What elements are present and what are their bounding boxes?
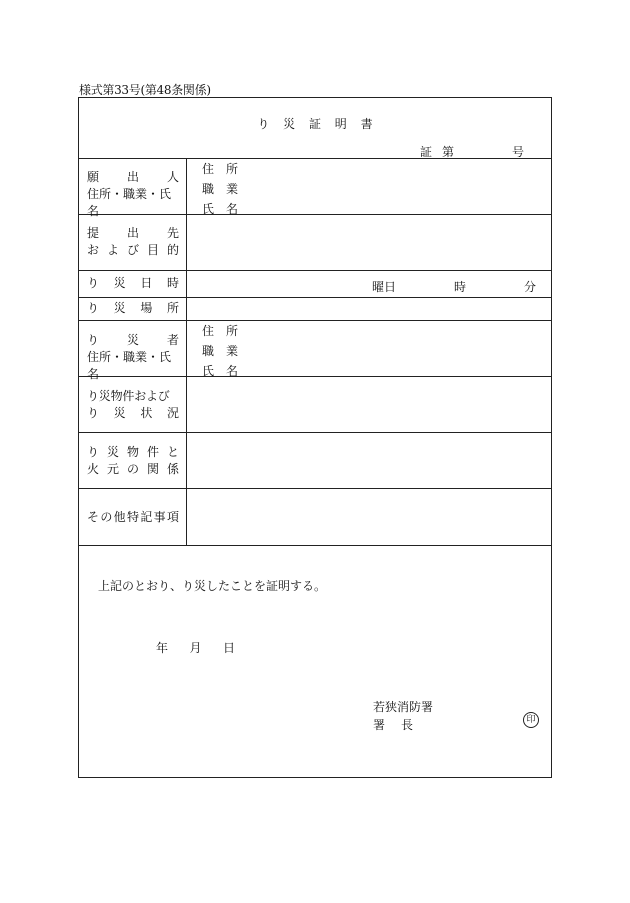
row-divider xyxy=(79,297,551,298)
issue-date xyxy=(156,639,235,656)
victim-sublabels: 住 所 職 業 氏 名 xyxy=(202,324,238,378)
form-caption: 様式第33号(第48条関係) xyxy=(79,83,211,97)
fire-station-name: 若狭消防署 xyxy=(373,700,434,714)
disaster-datetime-units xyxy=(372,278,536,295)
row-divider xyxy=(79,320,551,321)
row-divider xyxy=(79,545,551,546)
certificate-number xyxy=(420,143,524,160)
form-title: り 災 証 明 書 xyxy=(257,117,373,131)
hour-unit: 時 xyxy=(453,280,466,294)
fire-relation-label: り 災 物 件 と 火 元 の 関 係 xyxy=(87,445,179,476)
certification-statement: 上記のとおり、り災したことを証明する。 xyxy=(98,579,327,593)
month-unit: 月 xyxy=(189,641,202,655)
destination-label: 提 出 先 お よ び 目 的 xyxy=(87,226,179,257)
column-divider xyxy=(186,158,187,545)
row-divider xyxy=(79,270,551,271)
weekday-unit: 曜日 xyxy=(372,280,397,294)
certificate-number-prefix: 証第 xyxy=(420,145,465,159)
other-notes-label: そ の 他 特 記 事 項 xyxy=(87,510,179,524)
applicant-label: 願 出 人 住所・職業・氏名 xyxy=(87,170,179,218)
row-divider xyxy=(79,488,551,489)
day-unit: 日 xyxy=(222,641,235,655)
station-chief-label: 署 長 xyxy=(373,718,413,732)
victim-label: り 災 者 住所・職業・氏名 xyxy=(87,333,179,381)
seal-mark-icon: 印 xyxy=(523,712,539,728)
certificate-number-suffix: 号 xyxy=(511,145,524,159)
certificate-form xyxy=(78,97,552,778)
disaster-datetime-label: り 災 日 時 xyxy=(87,276,179,290)
property-status-label: り災物件および り 災 状 況 xyxy=(87,389,179,420)
year-unit: 年 xyxy=(156,641,169,655)
minute-unit: 分 xyxy=(523,280,536,294)
applicant-sublabels: 住 所 職 業 氏 名 xyxy=(202,162,238,216)
disaster-place-label: り 災 場 所 xyxy=(87,301,179,315)
row-divider xyxy=(79,432,551,433)
